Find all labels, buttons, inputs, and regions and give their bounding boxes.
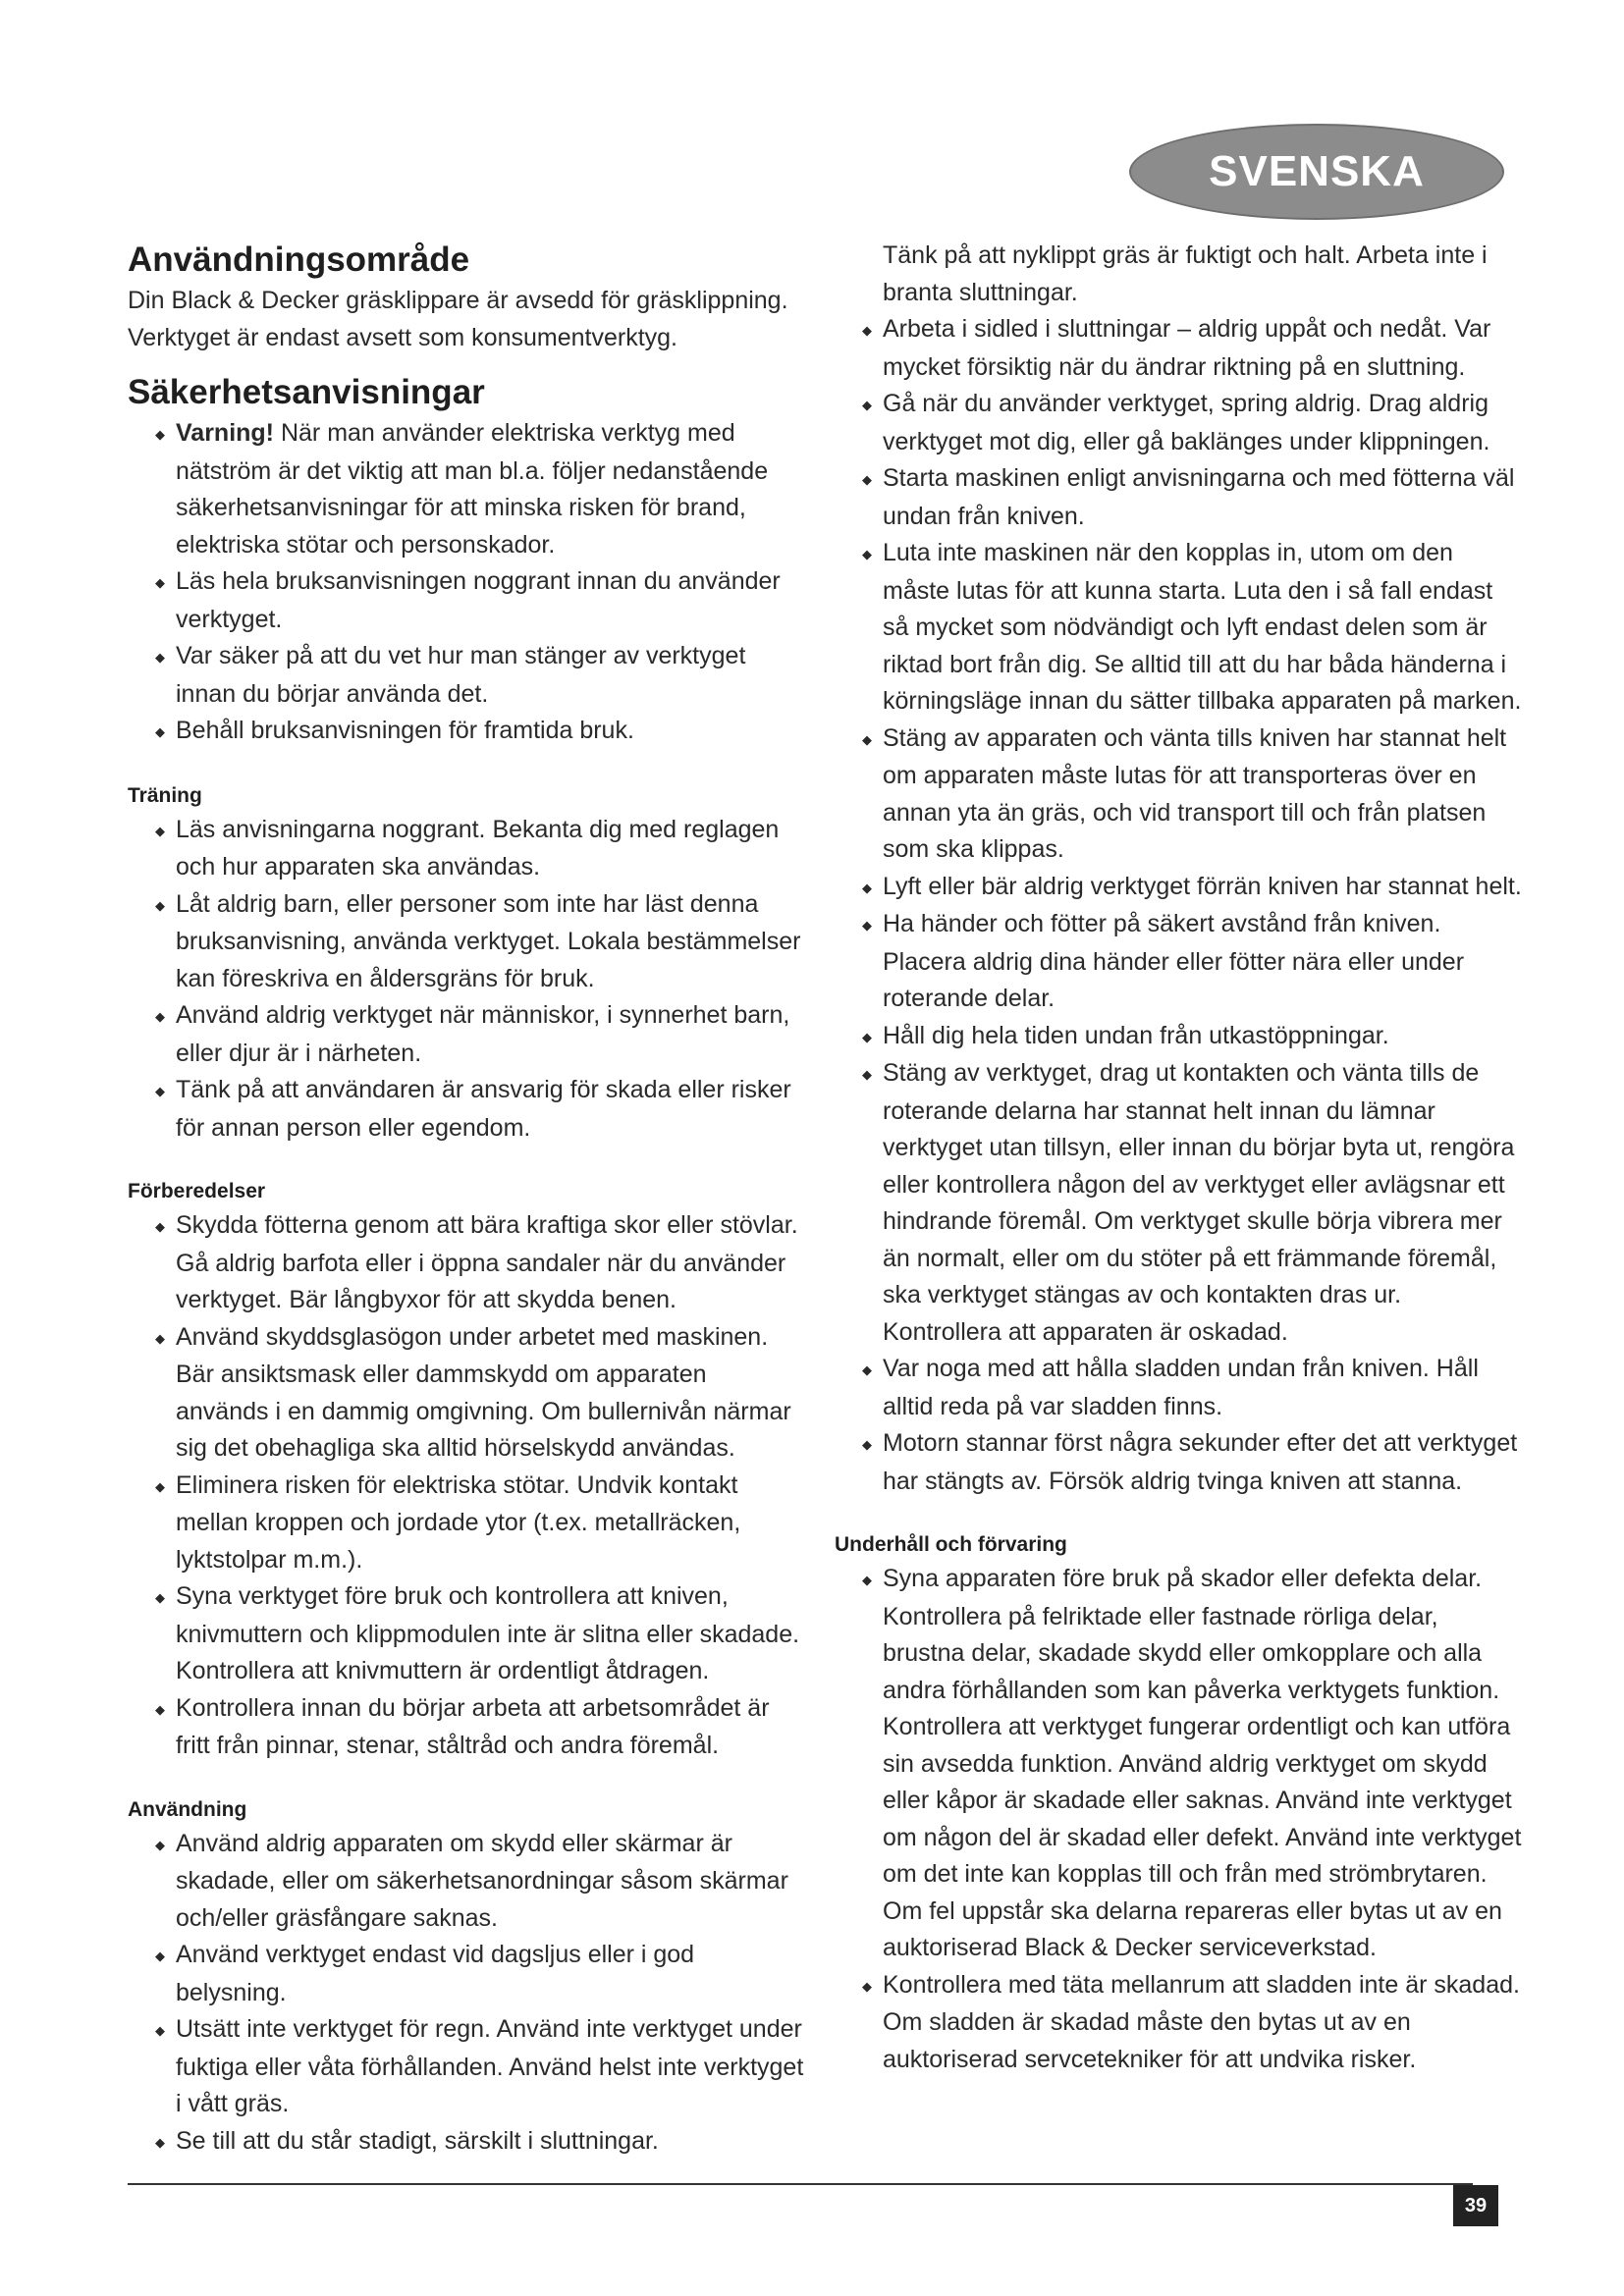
list-item: ◆ Läs hela bruksanvisningen noggrant innan du använder verktyget. [128, 563, 805, 638]
list-item: ◆ Stäng av apparaten och vänta tills kniven har stannat helt om apparaten måste lutas för att transporteras över en annan yta än gräs, och vid transport till och från platsen som ska klippas. [835, 721, 1522, 869]
list-item: ◆ Kontrollera med täta mellanrum att sladden inte är skadad. Om sladden är skadad måste den bytas ut av en auktoriserad servcetekniker för att undvika risker. [835, 1967, 1522, 2079]
language-badge: SVENSKA [1129, 124, 1504, 220]
preparation-title: Förberedelser [128, 1180, 266, 1202]
training-title: Träning [128, 783, 202, 807]
list-item: ◆ Var noga med att hålla sladden undan från kniven. Håll alltid reda på var sladden finns. [835, 1351, 1522, 1425]
intended-use-line: Din Black & Decker gräsklippare är avsedd för gräsklippning. [128, 287, 788, 314]
list-item: ◆ Arbeta i sidled i sluttningar – aldrig uppåt och nedåt. Var mycket försiktig när du ändrar riktning på en sluttning. [835, 311, 1522, 386]
intended-use-line: Verktyget är endast avsett som konsumentverktyg. [128, 323, 677, 351]
list-item: ◆ Luta inte maskinen när den kopplas in, utom om den måste lutas för att kunna starta. Luta den i så fall endast så mycket som nödvändigt och lyft endast delen som är riktad bort från dig. Se alltid till att du har båda händerna i körningsläge innan du sätter tillbaka apparaten på marken. [835, 535, 1522, 721]
list-item: ◆ Håll dig hela tiden undan från utkastöppningar. [835, 1018, 1522, 1056]
section-safety [128, 370, 805, 751]
list-item: ◆ Motorn stannar först några sekunder efter det att verktyget har stängts av. Försök aldrig tvinga kniven att stanna. [835, 1425, 1522, 1500]
section-maintenance [835, 1529, 1522, 2078]
operation-title: Användning [128, 1797, 247, 1821]
list-item: ◆ Starta maskinen enligt anvisningarna och med fötterna väl undan från kniven. [835, 460, 1522, 535]
list-item: ◆ Se till att du står stadigt, särskilt i sluttningar. [128, 2123, 805, 2162]
section-preparation [128, 1176, 805, 1765]
footer-divider [128, 2183, 1473, 2185]
list-item: ◆ Syna verktyget före bruk och kontrollera att kniven, knivmuttern och klippmodulen inte är slitna eller skadade. Kontrollera att knivmuttern är ordentligt åtdragen. [128, 1578, 805, 1690]
section-operation [128, 1794, 805, 2162]
list-item: ◆ Eliminera risken för elektriska stötar. Undvik kontakt mellan kroppen och jordade ytor (t.ex. metallräcken, lyktstolpar m.m.). [128, 1468, 805, 1579]
list-item: ◆ Använd skyddsglasögon under arbetet med maskinen. Bär ansiktsmask eller dammskydd om apparaten används i en dammig omgivning. Om bullernivån närmar sig det obehagliga ska alltid hörselskydd användas. [128, 1319, 805, 1468]
list-item: ◆ Använd aldrig verktyget när människor, i synnerhet barn, eller djur är i närheten. [128, 997, 805, 1072]
list-item: ◆ Stäng av verktyget, drag ut kontakten och vänta tills de roterande delarna har stannat helt innan du lämnar verktyget utan tillsyn, eller innan du börjar byta ut, rengöra eller kontrollera någon del av verktyget eller avlägsnar ett hindrande föremål. Om verktyget skulle börja vibrera mer än normalt, eller om du stöter på ett främmande föremål, ska verktyget stängas av och kontakten dras ur. Kontrollera att apparaten är oskadad. [835, 1055, 1522, 1351]
list-item: ◆ Använd aldrig apparaten om skydd eller skärmar är skadade, eller om säkerhetsanordningar såsom skärmar och/eller gräsfångare saknas. [128, 1826, 805, 1938]
maintenance-title: Underhåll och förvaring [835, 1533, 1067, 1556]
list-item [128, 415, 805, 563]
list-item: ◆ Använd verktyget endast vid dagsljus eller i god belysning. [128, 1937, 805, 2011]
list-item: ◆ Var säker på att du vet hur man stänger av verktyget innan du börjar använda det. [128, 638, 805, 713]
section-intended-use [128, 238, 805, 356]
right-column [835, 238, 1522, 2078]
list-item: ◆ Ha händer och fötter på säkert avstånd från kniven. Placera aldrig dina händer eller fötter nära eller under roterande delar. [835, 906, 1522, 1018]
left-column [128, 238, 805, 2161]
warning-text: När man använder elektriska verktyg med nätström är det viktig att man bl.a. följer nedanstående säkerhetsanvisningar för att minska risken för brand, elektriska stötar och personskador. [176, 419, 769, 559]
list-item: ◆ Lyft eller bär aldrig verktyget förrän kniven har stannat helt. [835, 869, 1522, 907]
safety-title: Säkerhetsanvisningar [128, 373, 485, 411]
continued-paragraph: Tänk på att nyklippt gräs är fuktigt och halt. Arbeta inte i branta sluttningar. [883, 241, 1488, 306]
list-item: ◆ Behåll bruksanvisningen för framtida bruk. [128, 713, 805, 751]
page-number: 39 [1453, 2185, 1498, 2226]
warning-label: Varning! [176, 419, 275, 447]
list-item: ◆ Kontrollera innan du börjar arbeta att arbetsområdet är fritt från pinnar, stenar, ståltråd och andra föremål. [128, 1690, 805, 1765]
list-item: ◆ Läs anvisningarna noggrant. Bekanta dig med reglagen och hur apparaten ska användas. [128, 812, 805, 886]
list-item: ◆ Skydda fötterna genom att bära kraftiga skor eller stövlar. Gå aldrig barfota eller i öppna sandaler när du använder verktyget. Bär långbyxor för att skydda benen. [128, 1207, 805, 1319]
list-item: ◆ Gå när du använder verktyget, spring aldrig. Drag aldrig verktyget mot dig, eller gå baklänges under klippningen. [835, 386, 1522, 460]
intended-use-title: Användningsområde [128, 240, 470, 279]
list-item: ◆ Syna apparaten före bruk på skador eller defekta delar. Kontrollera på felriktade eller fastnade rörliga delar, brustna delar, skadade skydd eller omkopplare och alla andra förhållanden som kan påverka verktygets funktion. Kontrollera att verktyget fungerar ordentligt och kan utföra sin avsedda funktion. Använd aldrig verktyget om skydd eller kåpor är skadade eller saknas. Använd inte verktyget om någon del är skadad eller defekt. Använd inte verktyget om det inte kan kopplas till och från med strömbrytaren. Om fel uppstår ska delarna repareras eller bytas ut av en auktoriserad Black & Decker serviceverkstad. [835, 1561, 1522, 1967]
section-training [128, 780, 805, 1148]
list-item: ◆ Utsätt inte verktyget för regn. Använd inte verktyget under fuktiga eller våta förhållanden. Använd helst inte verktyget i vått gräs. [128, 2011, 805, 2123]
list-item: ◆ Låt aldrig barn, eller personer som inte har läst denna bruksanvisning, använda verktyget. Lokala bestämmelser kan föreskriva en åldersgräns för bruk. [128, 886, 805, 998]
list-item: ◆ Tänk på att användaren är ansvarig för skada eller risker för annan person eller egendom. [128, 1072, 805, 1147]
